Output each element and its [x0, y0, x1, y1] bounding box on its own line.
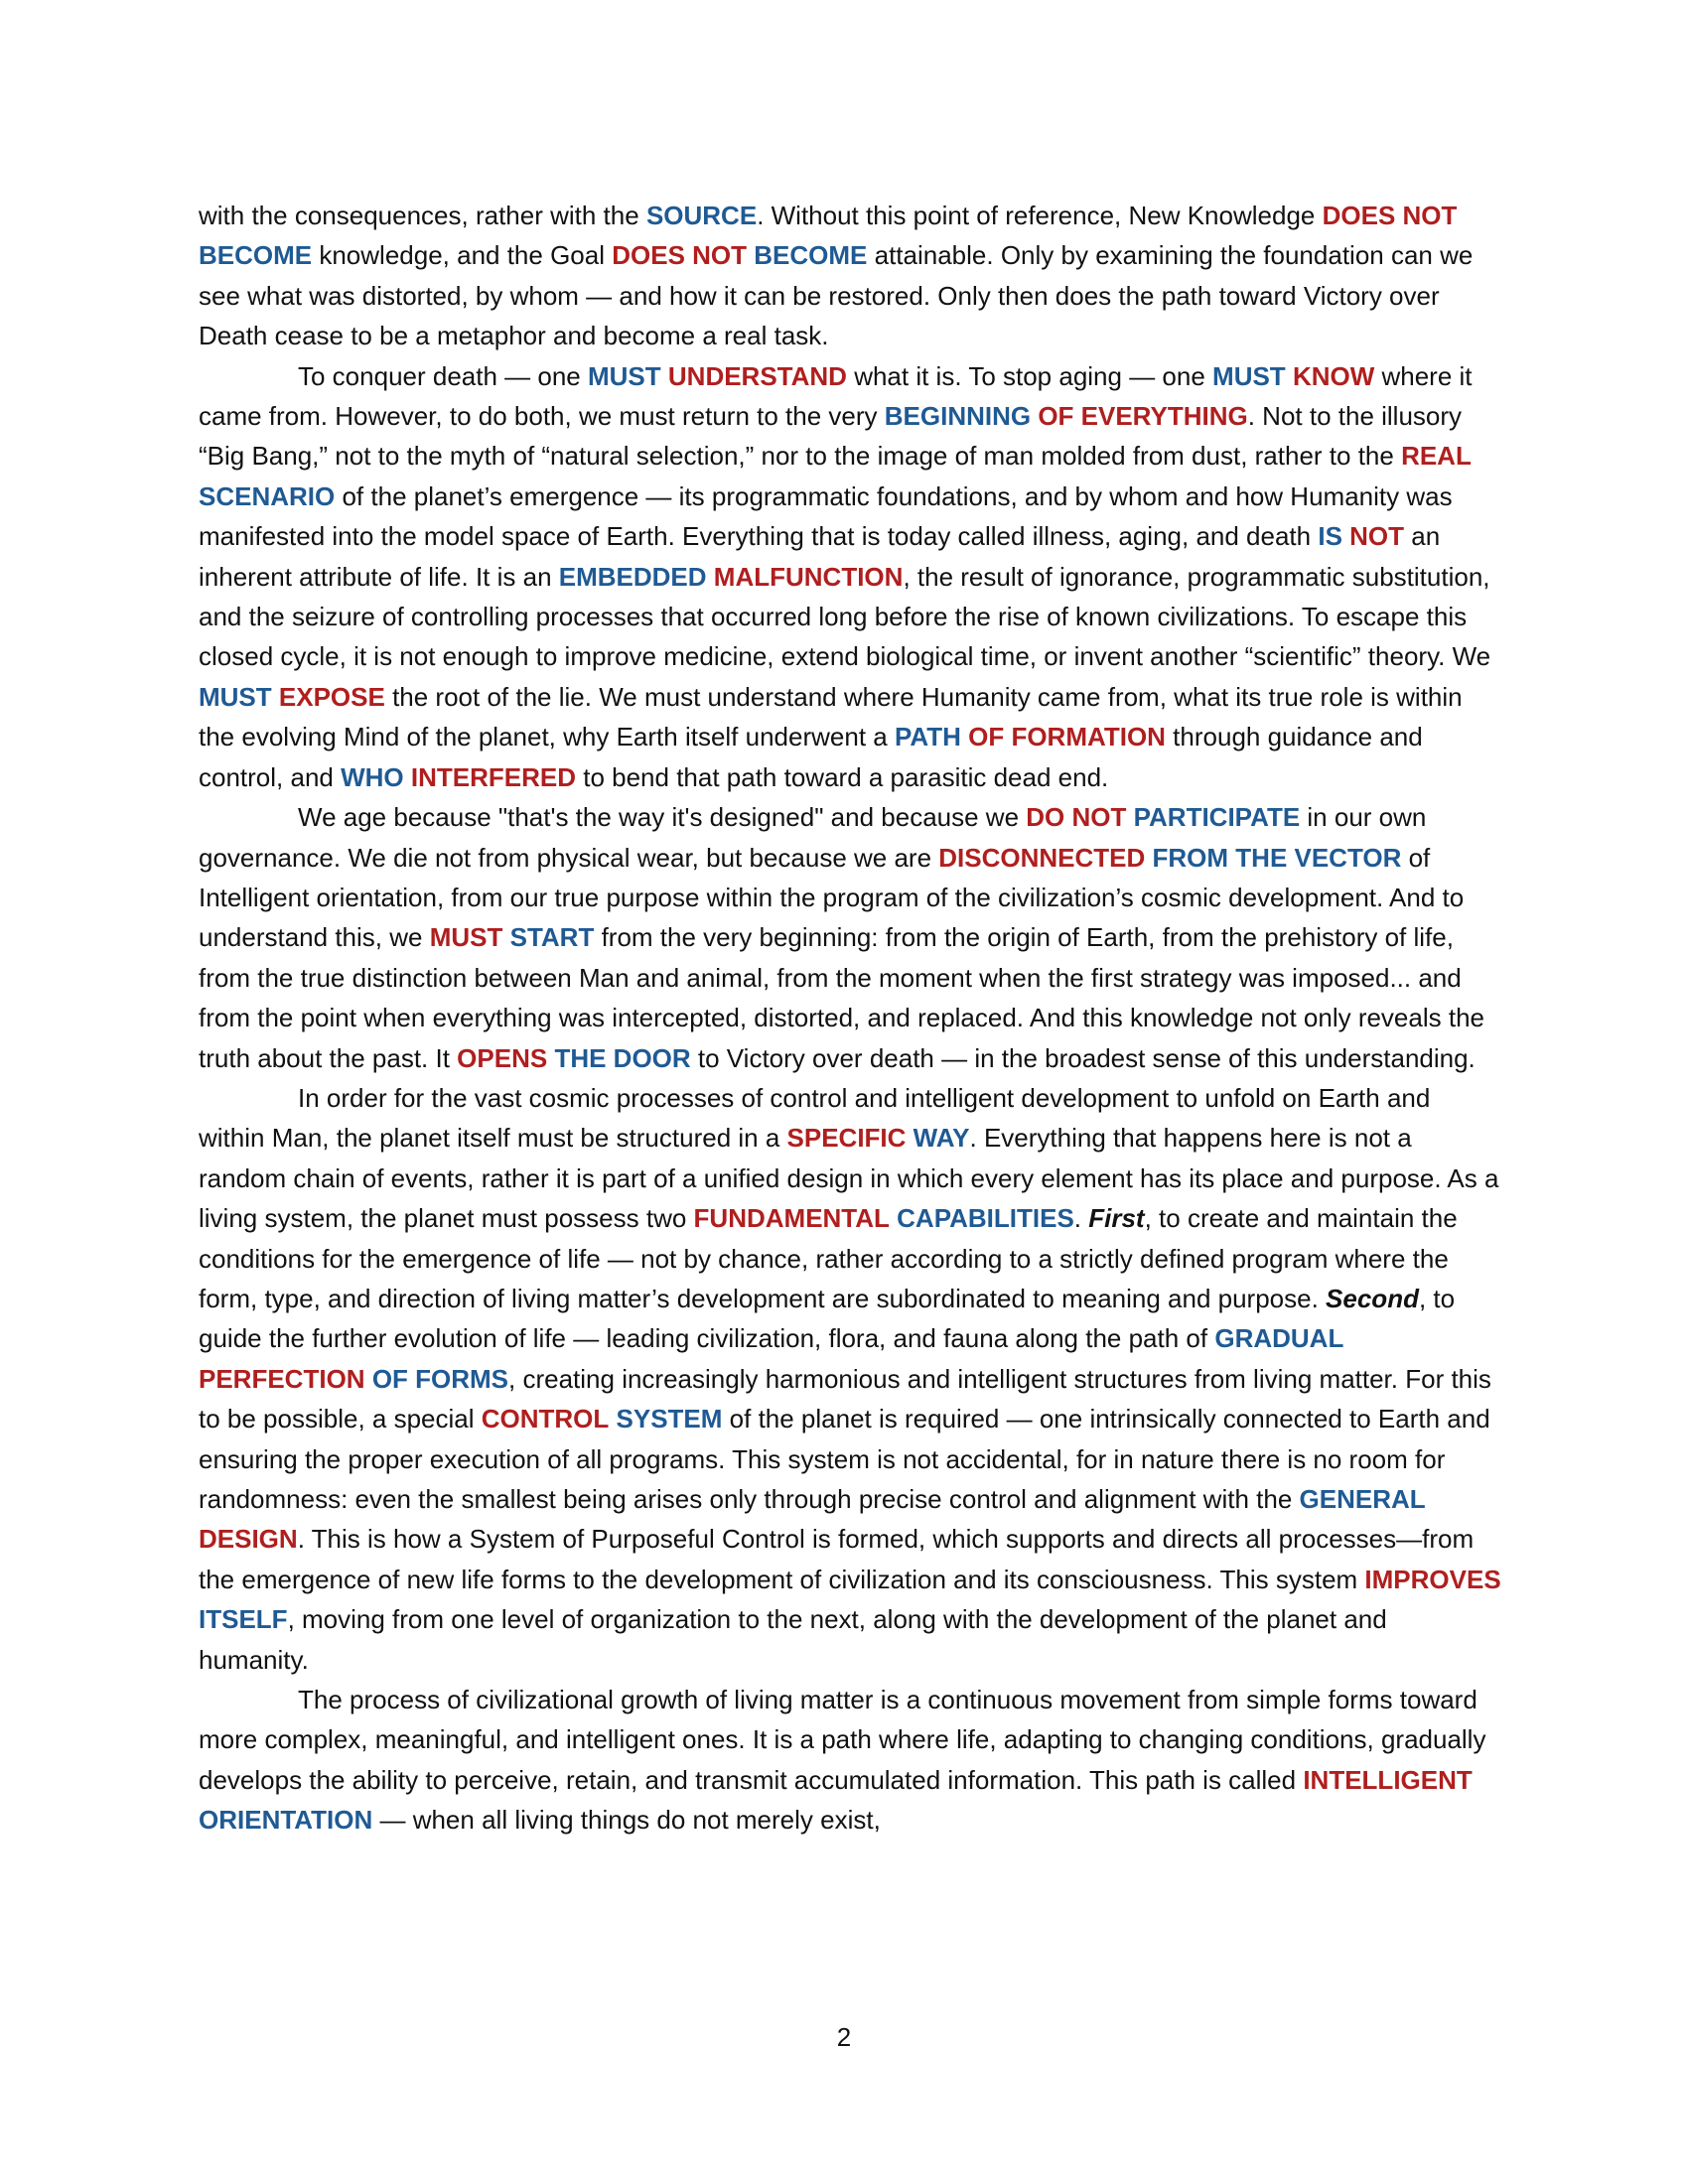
emphasis-red-text: IMPROVES: [1364, 1564, 1501, 1594]
body-text: [365, 1364, 372, 1394]
emphasis-blue-text: EMBEDDED: [558, 561, 707, 592]
body-text: [609, 1404, 616, 1433]
emphasis-red-text: KNOW: [1292, 360, 1375, 391]
body-text: , the result of ignorance, programmatic substitution, and the seizure of controlling processes that occurred long before the rise of known civilizations. To escape this closed cycle, it is not enough to improve medicine, extend biological time, or invent another “scientific” theory. We: [199, 561, 1491, 672]
emphasis-blue-text: SOURCE: [645, 201, 758, 230]
body-text: , to guide the further evolution of life — leading civilization, flora, and fauna along the path of: [199, 1283, 1456, 1354]
emphasis-blue-text: GENERAL: [1299, 1484, 1426, 1514]
emphasis-bold-italic-text: First: [1088, 1203, 1145, 1234]
emphasis-red-text: DESIGN: [199, 1524, 298, 1555]
emphasis-blue-text: PATH: [894, 722, 961, 752]
body-text: — when all living things do not merely exist,: [372, 1805, 881, 1836]
emphasis-bold-italic-text: Second: [1326, 1283, 1419, 1313]
body-text: [404, 762, 411, 792]
body-text: [1145, 843, 1152, 873]
body-text: [1286, 361, 1293, 391]
body-text: through guidance and control, and: [199, 722, 1423, 792]
emphasis-blue-text: MUST: [587, 360, 661, 391]
emphasis-blue-text: SCENARIO: [199, 480, 336, 511]
body-text: with the consequences, rather with the: [199, 201, 646, 230]
body-text: from the very beginning: from the origin of Earth, from the prehistory of life, from the true distinction between Man and animal, from the moment when the first strategy was imposed... and from the point when everything was intercepted, distorted, and replaced. And this knowledge not only reveals the truth about the past. It: [199, 922, 1484, 1073]
emphasis-blue-text: ORIENTATION: [199, 1805, 373, 1836]
paragraph: [199, 356, 1501, 797]
body-text: an inherent attribute of life. It is an: [199, 521, 1441, 592]
body-text: . Everything that happens here is not a random chain of events, rather it is part of a unified design in which every element has its place and purpose. As a living system, the planet must possess two: [199, 1123, 1499, 1234]
paragraph: [199, 196, 1501, 356]
emphasis-blue-text: WHO: [341, 761, 404, 792]
emphasis-blue-text: THE DOOR: [554, 1042, 691, 1073]
body-text: [906, 1123, 913, 1153]
emphasis-red-text: MALFUNCTION: [713, 561, 904, 592]
emphasis-blue-text: CAPABILITIES: [897, 1203, 1074, 1234]
body-text: to Victory over death — in the broadest sense of this understanding.: [690, 1042, 1476, 1073]
body-text: , moving from one level of organization to the next, along with the development of the planet and humanity.: [199, 1604, 1387, 1675]
emphasis-red-text: DO NOT: [1026, 802, 1127, 833]
emphasis-red-text: PERFECTION: [199, 1363, 365, 1394]
emphasis-red-text: MUST: [429, 922, 503, 953]
body-text: , creating increasingly harmonious and intelligent structures from living matter. For this to be possible, a special: [199, 1363, 1491, 1434]
body-text: [1126, 802, 1133, 832]
body-text: . This is how a System of Purposeful Control is formed, which supports and directs all processes—from the emergence of new life forms to the development of civilization and its consciousness. This system: [199, 1524, 1475, 1594]
paragraph: [199, 1078, 1501, 1680]
document-body: [199, 196, 1501, 1841]
emphasis-red-text: OPENS: [457, 1042, 548, 1073]
body-text: The process of civilizational growth of living matter is a continuous movement from simple forms toward more complex, meaningful, and intelligent ones. It is a path where life, adapting to changing conditions, gradually develops the ability to perceive, retain, and transmit accumulated information. This path is called: [199, 1685, 1486, 1795]
emphasis-blue-text: ITSELF: [199, 1604, 288, 1635]
emphasis-blue-text: FROM THE VECTOR: [1152, 842, 1402, 873]
body-text: attainable. Only by examining the foundation can we see what was distorted, by whom — and how it can be restored. Only then does the path toward Victory over Death cease to be a metaphor and become a real task.: [199, 240, 1474, 351]
body-text: .: [1073, 1203, 1089, 1234]
body-text: To conquer death — one: [298, 360, 588, 391]
body-text: what it is. To stop aging — one: [846, 360, 1213, 391]
emphasis-blue-text: MUST: [199, 681, 272, 712]
emphasis-red-text: INTERFERED: [410, 761, 576, 792]
body-text: [272, 682, 279, 712]
emphasis-blue-text: MUST: [1212, 360, 1286, 391]
emphasis-blue-text: BECOME: [754, 240, 868, 271]
body-text: of the planet’s emergence — its programmatic foundations, and by whom and how Humanity was manifested into the model space of Earth. Everything that is today called illness, aging, and death: [199, 480, 1453, 552]
emphasis-blue-text: PARTICIPATE: [1133, 802, 1301, 833]
emphasis-red-text: DOES NOT: [612, 240, 748, 271]
body-text: knowledge, and the Goal: [312, 240, 613, 271]
emphasis-red-text: CONTROL: [481, 1404, 610, 1434]
body-text: of the planet is required — one intrinsically connected to Earth and ensuring the proper execution of all programs. This system is not accidental, for in nature there is no room for randomness: even the smallest being arises only through precise control and alignment with the: [199, 1404, 1490, 1514]
emphasis-blue-text: SYSTEM: [616, 1404, 723, 1434]
paragraph: [199, 797, 1501, 1078]
emphasis-red-text: DOES NOT: [1322, 201, 1458, 230]
body-text: the root of the lie. We must understand where Humanity came from, what its true role is within the evolving Mind of the planet, why Earth itself underwent a: [199, 681, 1463, 752]
body-text: In order for the vast cosmic processes of control and intelligent development to unfold on Earth and within Man, the planet itself must be structured in a: [199, 1082, 1431, 1154]
emphasis-red-text: REAL: [1401, 441, 1472, 472]
body-text: . Not to the illusory “Big Bang,” not to the myth of “natural selection,” nor to the image of man molded from dust, rather to the: [199, 401, 1463, 472]
emphasis-blue-text: BECOME: [199, 240, 313, 271]
emphasis-red-text: INTELLIGENT: [1303, 1764, 1473, 1795]
body-text: , to create and maintain the conditions for the emergence of life — not by chance, rather according to a strictly defined program where the form, type, and direction of living matter’s development are subordinated to meaning and purpose.: [199, 1203, 1458, 1313]
emphasis-red-text: SPECIFIC: [786, 1123, 907, 1154]
body-text: [502, 922, 509, 952]
emphasis-red-text: OF EVERYTHING: [1038, 401, 1248, 432]
body-text: [661, 361, 668, 391]
page-number: 2: [836, 2022, 852, 2052]
emphasis-blue-text: IS: [1318, 521, 1342, 552]
emphasis-blue-text: BEGINNING: [884, 401, 1032, 432]
paragraph: [199, 1680, 1501, 1841]
body-text: in our own governance. We die not from physical wear, but because we are: [199, 802, 1427, 873]
emphasis-red-text: UNDERSTAND: [667, 360, 847, 391]
emphasis-red-text: FUNDAMENTAL: [693, 1203, 890, 1234]
emphasis-blue-text: GRADUAL: [1214, 1323, 1344, 1354]
emphasis-blue-text: START: [509, 922, 595, 953]
emphasis-blue-text: OF FORMS: [371, 1363, 509, 1394]
emphasis-red-text: NOT: [1349, 521, 1405, 552]
emphasis-red-text: DISCONNECTED: [938, 842, 1146, 873]
emphasis-red-text: EXPOSE: [278, 681, 385, 712]
emphasis-red-text: OF FORMATION: [968, 722, 1166, 752]
body-text: . Without this point of reference, New Knowledge: [757, 201, 1323, 230]
body-text: We age because "that's the way it's designed" and because we: [298, 802, 1027, 833]
body-text: to bend that path toward a parasitic dead end.: [576, 761, 1109, 792]
body-text: of Intelligent orientation, from our true purpose within the program of the civilization’s cosmic development. And to understand this, we: [199, 842, 1465, 953]
body-text: [707, 562, 714, 592]
emphasis-blue-text: WAY: [913, 1123, 970, 1154]
body-text: where it came from. However, to do both, we must return to the very: [199, 360, 1473, 432]
